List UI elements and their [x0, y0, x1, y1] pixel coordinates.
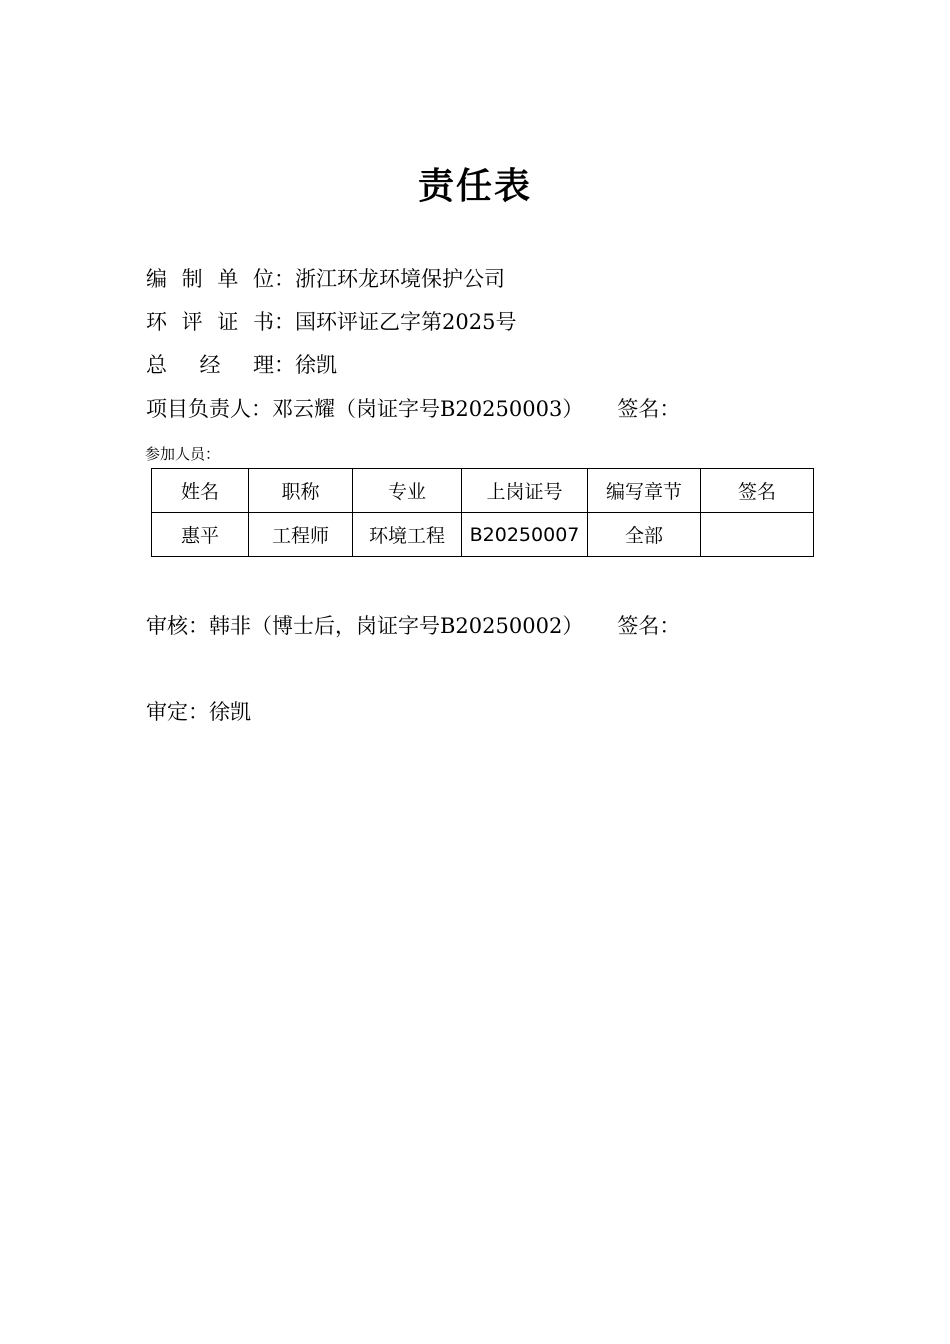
header-major: 专业	[353, 469, 462, 513]
header-name: 姓名	[152, 469, 249, 513]
info-leader	[146, 394, 680, 424]
info-cert	[146, 307, 516, 337]
table-row	[152, 513, 814, 557]
table-header-row	[152, 469, 814, 513]
cell-chapter: 全部	[588, 513, 701, 557]
cell-cert-no: B20250007	[462, 513, 588, 557]
review-value: 韩非（博士后，岗证字号B20250002）	[209, 614, 584, 638]
unit-value: 浙江环龙环境保护公司	[295, 267, 505, 291]
participants-label: 参加人员：	[145, 445, 221, 463]
leader-sign-label: 签名：	[617, 397, 681, 421]
header-chapter: 编写章节	[588, 469, 701, 513]
manager-colon: ：	[274, 353, 295, 377]
header-title: 职称	[249, 469, 353, 513]
cert-colon: ：	[274, 310, 295, 334]
review-line	[146, 611, 680, 641]
manager-value: 徐凯	[295, 353, 337, 377]
info-manager	[146, 350, 337, 380]
cert-label: 环 评 证 书	[146, 310, 274, 334]
approve-line	[146, 697, 251, 727]
review-label: 审核：	[146, 614, 209, 638]
header-cert-no: 上岗证号	[462, 469, 588, 513]
leader-label: 项目负责人：	[146, 397, 272, 421]
approve-label: 审定：	[146, 700, 209, 724]
header-signature: 签名	[701, 469, 814, 513]
manager-label: 总 经 理	[146, 353, 274, 377]
participants-table	[151, 468, 814, 557]
unit-colon: ：	[274, 267, 295, 291]
leader-value: 邓云耀（岗证字号B20250003）	[272, 397, 584, 421]
cell-title: 工程师	[249, 513, 353, 557]
cell-name: 惠平	[152, 513, 249, 557]
page-title: 责任表	[417, 165, 532, 207]
cell-major: 环境工程	[353, 513, 462, 557]
review-sign-label: 签名：	[617, 614, 681, 638]
approve-value: 徐凯	[209, 700, 251, 724]
info-unit	[146, 264, 505, 294]
unit-label: 编 制 单 位	[146, 267, 274, 291]
cert-value: 国环评证乙字第2025号	[295, 310, 517, 334]
cell-signature	[701, 513, 814, 557]
